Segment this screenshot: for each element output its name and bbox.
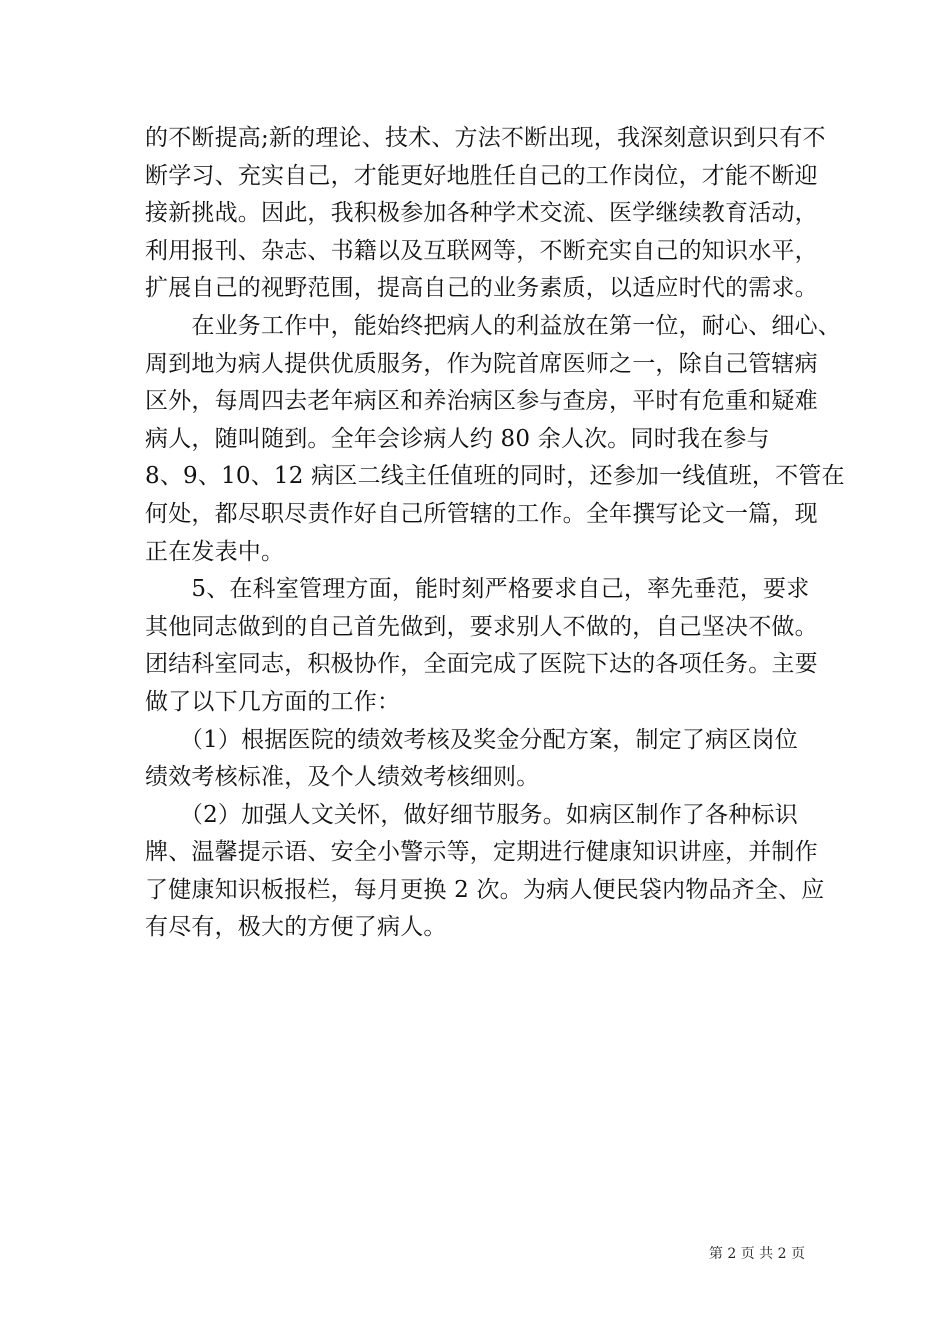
- body-line: 有尽有，极大的方便了病人。: [145, 914, 447, 941]
- body-line: 正在发表中。: [145, 538, 285, 565]
- body-line: 扩展自己的视野范围，提高自己的业务素质，以适应时代的需求。: [145, 275, 818, 302]
- body-line: 牌、温馨提示语、安全小警示等，定期进行健康知识讲座，并制作: [145, 839, 818, 866]
- body-line: 绩效考核标准，及个人绩效考核细则。: [145, 764, 540, 791]
- body-line: 5、在科室管理方面，能时刻严格要求自己，率先垂范，要求: [145, 576, 810, 603]
- document-body: [145, 120, 845, 947]
- body-line: 了健康知识板报栏，每月更换 2 次。为病人便民袋内物品齐全、应: [145, 876, 825, 903]
- body-line: 利用报刊、杂志、书籍以及互联网等，不断充实自己的知识水平，: [145, 237, 818, 264]
- body-line: 病人，随叫随到。全年会诊病人约 80 余人次。同时我在参与: [145, 425, 770, 452]
- body-line: 做了以下几方面的工作：: [145, 688, 401, 715]
- body-line: 周到地为病人提供优质服务，作为院首席医师之一，除自己管辖病: [145, 350, 818, 377]
- body-line: 8、9、10、12 病区二线主任值班的同时，还参加一线值班，不管在: [145, 463, 845, 490]
- body-line: （2）加强人文关怀，做好细节服务。如病区制作了各种标识: [145, 801, 798, 828]
- body-line: （1）根据医院的绩效考核及奖金分配方案，制定了病区岗位: [145, 726, 798, 753]
- body-line: 区外，每周四去老年病区和养治病区参与查房，平时有危重和疑难: [145, 388, 818, 415]
- body-line: 何处，都尽职尽责作好自己所管辖的工作。全年撰写论文一篇，现: [145, 500, 818, 527]
- body-line: 团结科室同志，积极协作，全面完成了医院下达的各项任务。主要: [145, 651, 818, 678]
- body-line: 断学习、充实自己，才能更好地胜任自己的工作岗位，才能不断迎: [145, 162, 818, 189]
- page-number-footer: 第 2 页 共 2 页: [708, 1246, 805, 1262]
- body-line: 在业务工作中，能始终把病人的利益放在第一位，耐心、细心、: [145, 312, 841, 339]
- body-line: 接新挑战。因此，我积极参加各种学术交流、医学继续教育活动，: [145, 200, 818, 227]
- body-line: 的不断提高;新的理论、技术、方法不断出现，我深刻意识到只有不: [145, 125, 826, 151]
- body-line: 其他同志做到的自己首先做到，要求别人不做的，自己坚决不做。: [145, 613, 818, 640]
